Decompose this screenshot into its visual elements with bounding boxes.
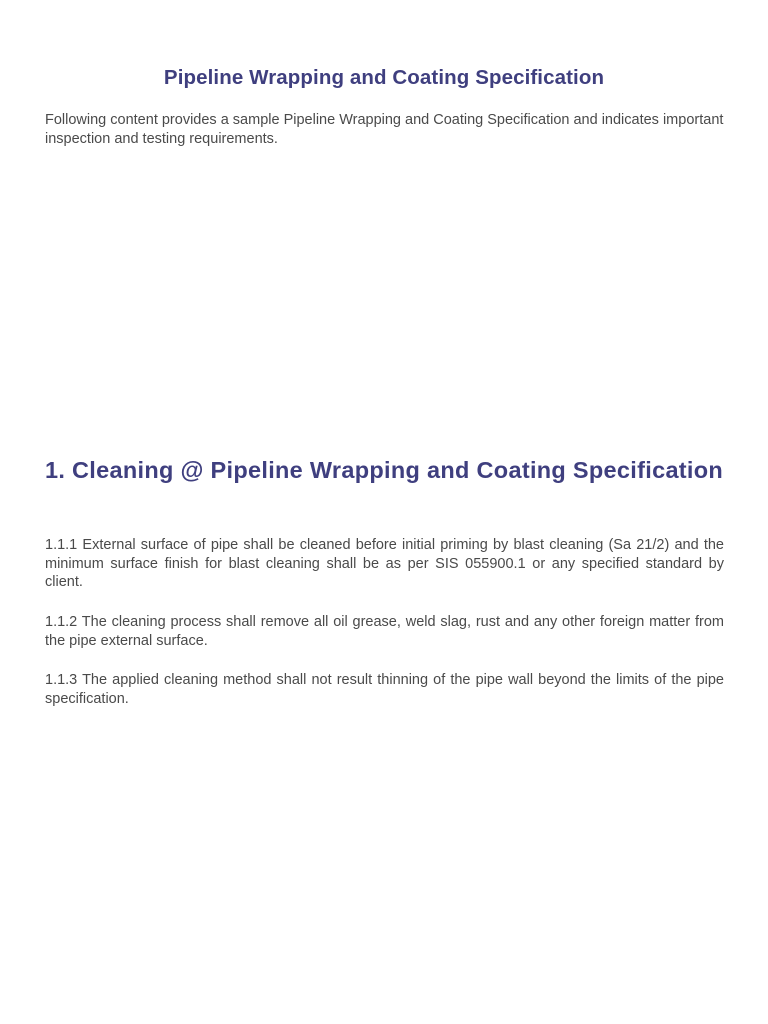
section-heading-cleaning: 1. Cleaning @ Pipeline Wrapping and Coating Specification (45, 457, 724, 483)
paragraph-1-1-3: 1.1.3 The applied cleaning method shall not result thinning of the pipe wall beyond the limits of the pipe specification. (45, 672, 724, 707)
document-title: Pipeline Wrapping and Coating Specification (163, 66, 605, 89)
paragraph-1-1-1: 1.1.1 External surface of pipe shall be cleaned before initial priming by blast cleaning (Sa 21/2) and the minimum surface finish for blast cleaning shall be as per SIS 055900.1 or any specified standard by client. (45, 537, 724, 590)
paragraph-1-1-2: 1.1.2 The cleaning process shall remove all oil grease, weld slag, rust and any other foreign matter from the pipe external surface. (45, 614, 724, 649)
intro-paragraph: Following content provides a sample Pipeline Wrapping and Coating Specification and indicates important inspection and testing requirements. (45, 112, 724, 147)
